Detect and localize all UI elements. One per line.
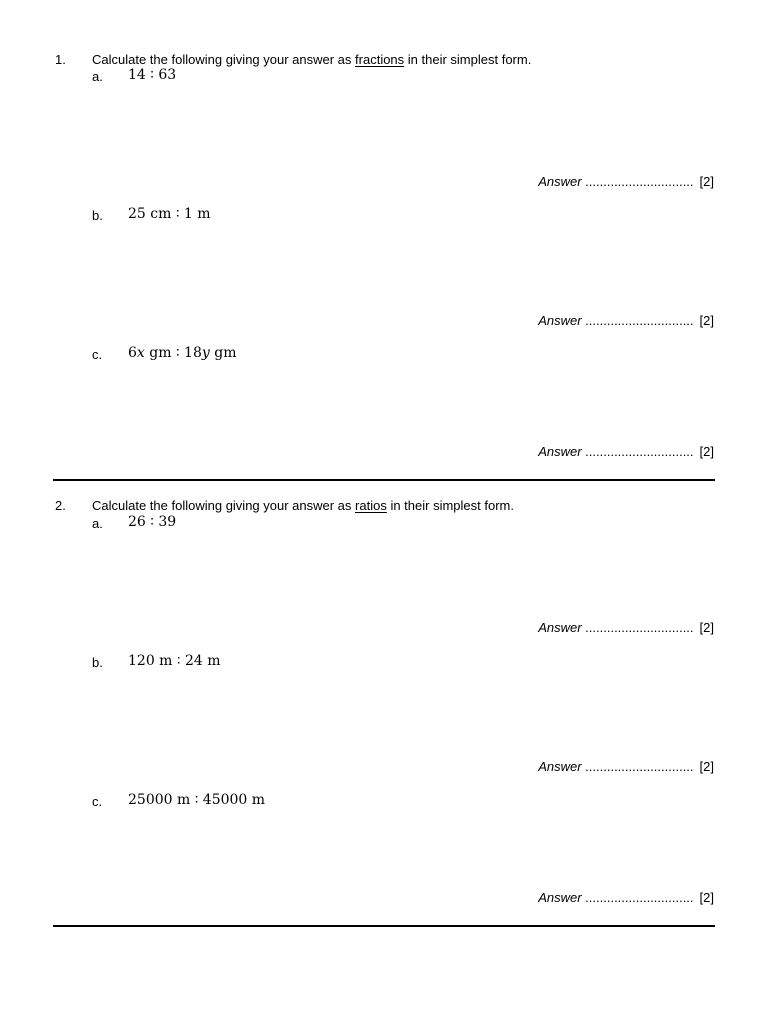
answer-label: Answer — [538, 620, 582, 635]
expr-variable: y — [201, 345, 210, 361]
answer-dots: .............................. — [585, 444, 694, 459]
part-expression: 120 m ∶ 24 m — [128, 653, 221, 669]
part-expression — [128, 345, 236, 361]
instruction-keyword: fractions — [355, 52, 405, 67]
part-label: c. — [92, 794, 103, 809]
marks: [2] — [699, 174, 714, 189]
expr-text: gm — [209, 345, 237, 361]
question-instruction — [92, 498, 514, 513]
instruction-text: in their simplest form. — [386, 498, 514, 513]
answer-dots: .............................. — [585, 890, 694, 905]
part-label: b. — [92, 655, 103, 670]
marks: [2] — [699, 444, 714, 459]
expr-number: 6 — [128, 345, 137, 361]
answer-label: Answer — [538, 890, 582, 905]
expr-variable: x — [136, 345, 145, 361]
marks: [2] — [699, 890, 714, 905]
marks: [2] — [699, 759, 714, 774]
part-expression: 25 cm ∶ 1 m — [128, 206, 211, 222]
instruction-text: Calculate the following giving your answer as — [92, 498, 356, 513]
part-expression: 26 ∶ 39 — [128, 514, 177, 530]
section-divider — [53, 479, 715, 481]
answer-label: Answer — [538, 313, 582, 328]
question-instruction — [92, 52, 531, 67]
part-label: b. — [92, 208, 103, 223]
answer-dots: .............................. — [585, 759, 694, 774]
answer-dots: .............................. — [585, 620, 694, 635]
instruction-text: Calculate the following giving your answer as — [92, 52, 356, 67]
question-number: 2. — [55, 498, 66, 513]
instruction-text: in their simplest form. — [404, 52, 532, 67]
section-divider — [53, 925, 715, 927]
answer-label: Answer — [538, 444, 582, 459]
expr-text: gm ∶ 18 — [144, 345, 202, 361]
answer-line — [538, 444, 714, 459]
marks: [2] — [699, 620, 714, 635]
answer-dots: .............................. — [585, 174, 694, 189]
part-expression: 14 ∶ 63 — [128, 67, 177, 83]
part-label: a. — [92, 516, 103, 531]
answer-line — [538, 759, 714, 774]
answer-label: Answer — [538, 759, 582, 774]
answer-line — [538, 313, 714, 328]
answer-dots: .............................. — [585, 313, 694, 328]
answer-label: Answer — [538, 174, 582, 189]
answer-line — [538, 620, 714, 635]
answer-line — [538, 890, 714, 905]
question-number: 1. — [55, 52, 66, 67]
instruction-keyword: ratios — [355, 498, 387, 513]
marks: [2] — [699, 313, 714, 328]
answer-line — [538, 174, 714, 189]
part-label: c. — [92, 347, 103, 362]
part-expression: 25000 m ∶ 45000 m — [128, 792, 266, 808]
part-label: a. — [92, 69, 103, 84]
